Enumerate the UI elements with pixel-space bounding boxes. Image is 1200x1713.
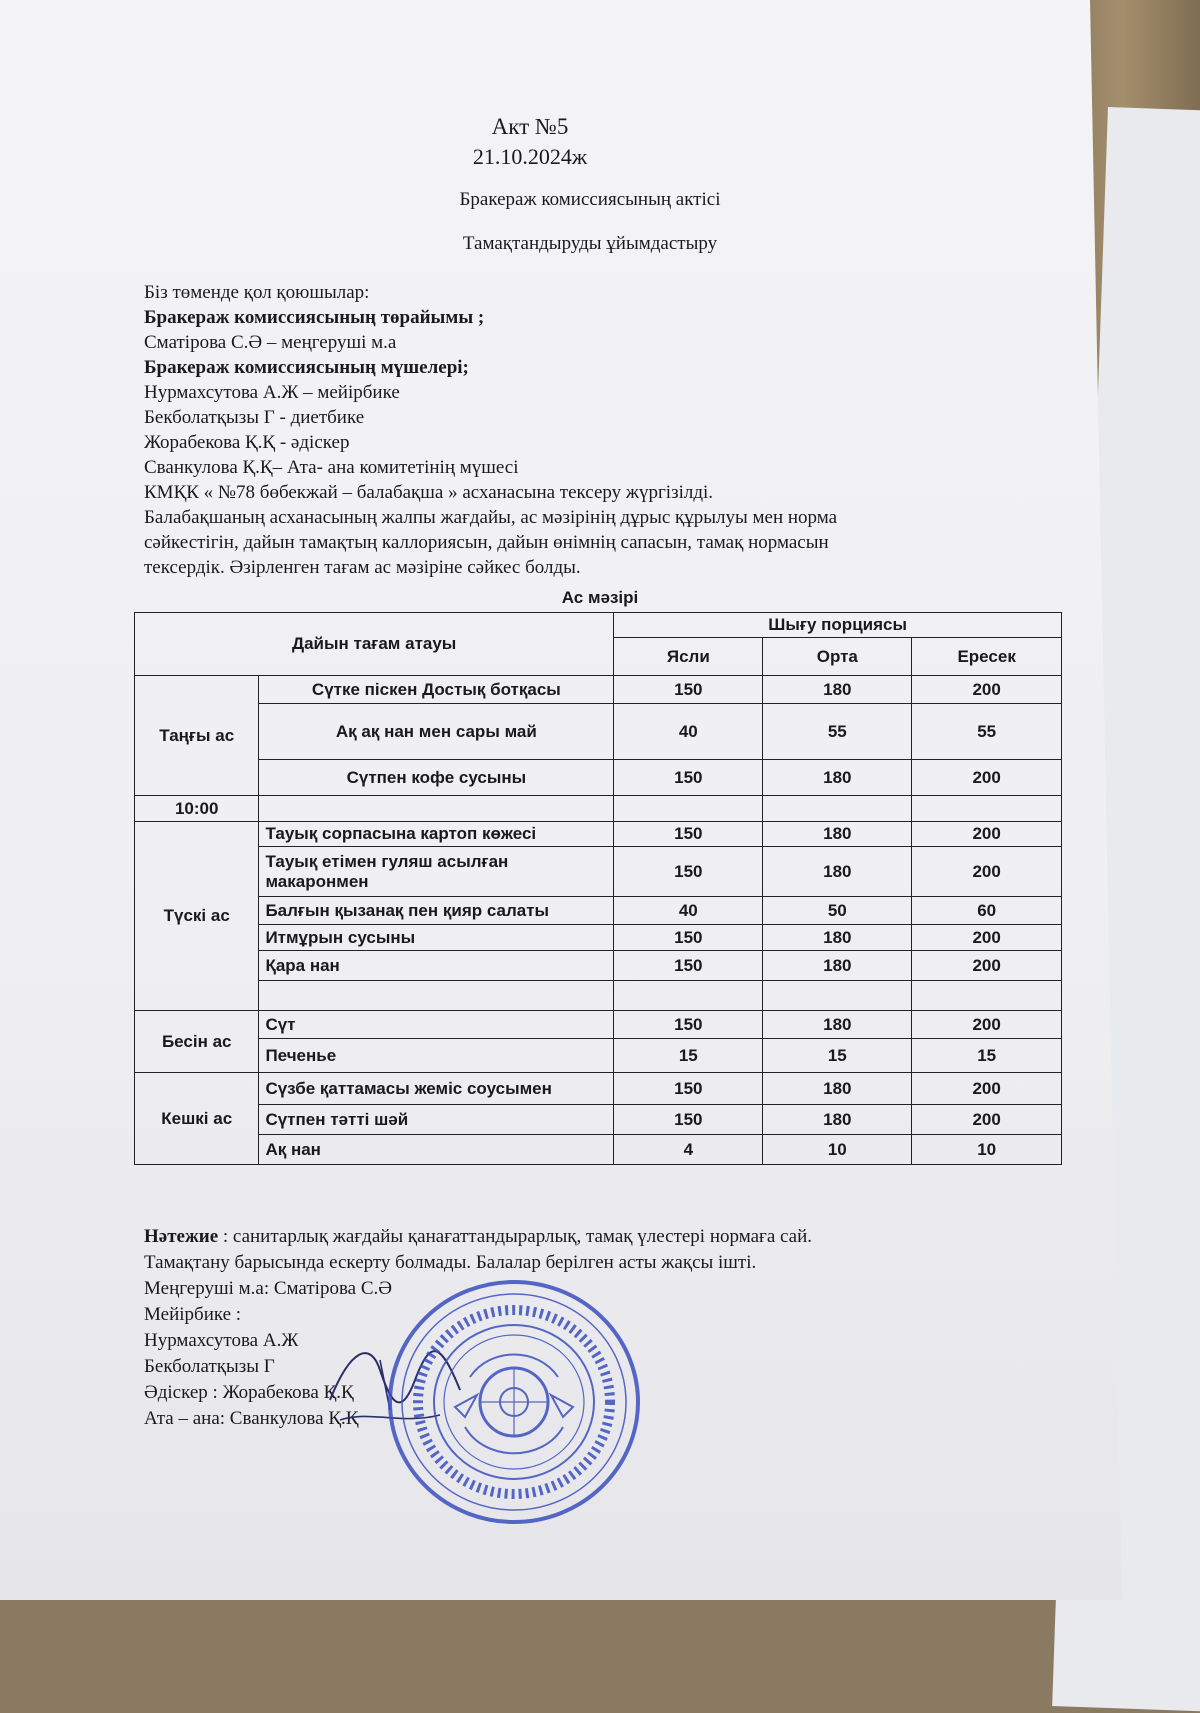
portion-nursery: 150	[614, 847, 763, 897]
dish-name: Ақ ақ нан мен сары май	[259, 704, 614, 760]
meal-lunch: Түскі ас	[135, 822, 259, 1011]
table-row	[135, 981, 1062, 1011]
dish-name: Ақ нан	[259, 1135, 614, 1165]
meal-breakfast: Таңғы ас	[135, 676, 259, 796]
portion-nursery: 150	[614, 1073, 763, 1105]
table-row	[135, 1011, 1062, 1039]
portion-middle: 180	[763, 1073, 912, 1105]
portion-senior: 200	[912, 925, 1062, 951]
table-row	[135, 925, 1062, 951]
dish-name: Тауық етімен гуляш асылған макаронмен	[259, 847, 614, 897]
signature-dietitian: Бекболатқызы Г	[144, 1356, 275, 1377]
paragraph-line-3: тексердік. Әзірленген тағам ас мәзіріне сәйкес болды.	[144, 557, 581, 578]
menu-table	[134, 612, 1062, 1165]
portion-nursery: 150	[614, 925, 763, 951]
member-4: Сванкулова Қ.Қ– Ата- ана комитетінің мүшесі	[144, 457, 519, 478]
dish-name: Сүтке піскен Достық ботқасы	[259, 676, 614, 704]
portion-middle: 180	[763, 1105, 912, 1135]
portion-middle: 180	[763, 676, 912, 704]
portion-nursery: 150	[614, 822, 763, 847]
portion-senior: 200	[912, 1011, 1062, 1039]
portion-nursery: 150	[614, 676, 763, 704]
portion-senior: 200	[912, 951, 1062, 981]
header-dish: Дайын тағам атауы	[135, 613, 614, 676]
table-row	[135, 897, 1062, 925]
portion-senior: 60	[912, 897, 1062, 925]
portion-senior: 200	[912, 1105, 1062, 1135]
table-row	[135, 760, 1062, 796]
portion-middle: 180	[763, 1011, 912, 1039]
table-row	[135, 704, 1062, 760]
dish-name: Печенье	[259, 1039, 614, 1073]
act-subtitle: Бракераж комиссиясының актісі	[459, 189, 721, 210]
snack-time: 10:00	[135, 796, 259, 822]
signature-parent: Ата – ана: Сванкулова Қ.Қ	[144, 1408, 359, 1429]
chair-heading: Бракераж комиссиясының төрайымы ;	[144, 307, 485, 328]
act-topic: Тамақтандыруды ұйымдастыру	[462, 233, 718, 254]
conclusion-label: Нәтежие	[144, 1226, 219, 1247]
signature-methodist: Әдіскер : Жорабекова Қ.Қ	[144, 1382, 354, 1403]
inspection-line: КМҚК « №78 бөбекжай – балабақша » асханасына тексеру жүргізілді.	[144, 482, 714, 503]
portion-nursery: 15	[614, 1039, 763, 1073]
portion-middle: 180	[763, 847, 912, 897]
dish-name: Сүтпен тәтті шәй	[259, 1105, 614, 1135]
signature-nurse-label: Мейірбике :	[144, 1304, 242, 1325]
header-portion: Шығу порциясы	[614, 613, 1062, 638]
portion-nursery: 150	[614, 951, 763, 981]
table-row	[135, 676, 1062, 704]
table-row	[135, 796, 1062, 822]
portion-middle: 10	[763, 1135, 912, 1165]
dish-name: Итмұрын сусыны	[259, 925, 614, 951]
header-group-nursery: Ясли	[614, 638, 763, 676]
chair-name: Сматірова С.Ә – меңгеруші м.а	[144, 332, 397, 353]
portion-middle: 15	[763, 1039, 912, 1073]
dish-name: Сүтпен кофе сусыны	[259, 760, 614, 796]
table-row	[135, 847, 1062, 897]
portion-middle: 55	[763, 704, 912, 760]
portion-nursery: 4	[614, 1135, 763, 1165]
portion-senior: 15	[912, 1039, 1062, 1073]
portion-middle: 180	[763, 925, 912, 951]
table-row	[135, 1105, 1062, 1135]
act-date: 21.10.2024ж	[472, 144, 588, 169]
portion-senior: 200	[912, 676, 1062, 704]
portion-middle: 180	[763, 822, 912, 847]
portion-senior: 10	[912, 1135, 1062, 1165]
dish-name: Сүзбе қаттамасы жеміс соусымен	[259, 1073, 614, 1105]
menu-caption: Ас мәзірі	[561, 588, 639, 607]
table-row	[135, 1039, 1062, 1073]
paragraph-line-1: Балабақшаның асханасының жалпы жағдайы, ас мәзірінің дұрыс құрылуы мен норма	[144, 507, 838, 528]
portion-senior: 200	[912, 847, 1062, 897]
conclusion-text: : санитарлық жағдайы қанағаттандырарлық, тамақ үлестері нормаға сай.	[218, 1226, 813, 1247]
dish-name: Тауық сорпасына картоп көжесі	[259, 822, 614, 847]
portion-nursery: 150	[614, 1011, 763, 1039]
portion-senior: 200	[912, 760, 1062, 796]
portion-senior: 200	[912, 1073, 1062, 1105]
member-2: Бекболатқызы Г - диетбике	[144, 407, 365, 428]
members-heading: Бракераж комиссиясының мүшелері;	[144, 357, 469, 378]
dish-name: Сүт	[259, 1011, 614, 1039]
portion-middle: 180	[763, 760, 912, 796]
official-stamp-seal	[385, 1277, 643, 1527]
table-row	[135, 951, 1062, 981]
portion-nursery: 150	[614, 1105, 763, 1135]
table-row	[135, 822, 1062, 847]
member-1: Нурмахсутова А.Ж – мейірбике	[144, 382, 400, 403]
header-group-senior: Ересек	[912, 638, 1062, 676]
act-number: Акт №5	[491, 114, 569, 139]
dish-name: Балғын қызанақ пен қияр салаты	[259, 897, 614, 925]
conclusion-line-2: Тамақтану барысында ескерту болмады. Балалар берілген асты жақсы ішті.	[144, 1252, 757, 1273]
portion-nursery: 40	[614, 897, 763, 925]
portion-nursery: 150	[614, 760, 763, 796]
header-group-middle: Орта	[763, 638, 912, 676]
member-3: Жорабекова Қ.Қ - әдіскер	[144, 432, 350, 453]
portion-middle: 180	[763, 951, 912, 981]
portion-nursery: 40	[614, 704, 763, 760]
dish-name: Қара нан	[259, 951, 614, 981]
meal-afternoon: Бесін ас	[135, 1011, 259, 1073]
table-row	[135, 1135, 1062, 1165]
portion-senior: 55	[912, 704, 1062, 760]
portion-senior: 200	[912, 822, 1062, 847]
signature-head: Меңгеруші м.а: Сматірова С.Ә	[144, 1278, 393, 1299]
paragraph-line-2: сәйкестігін, дайын тамақтың каллориясын, дайын өнімнің сапасын, тамақ нормасын	[144, 532, 829, 553]
signature-nurse: Нурмахсутова А.Ж	[144, 1330, 299, 1351]
table-row	[135, 1073, 1062, 1105]
meal-dinner: Кешкі ас	[135, 1073, 259, 1165]
portion-middle: 50	[763, 897, 912, 925]
signers-label: Біз төменде қол қоюшылар:	[144, 282, 370, 303]
